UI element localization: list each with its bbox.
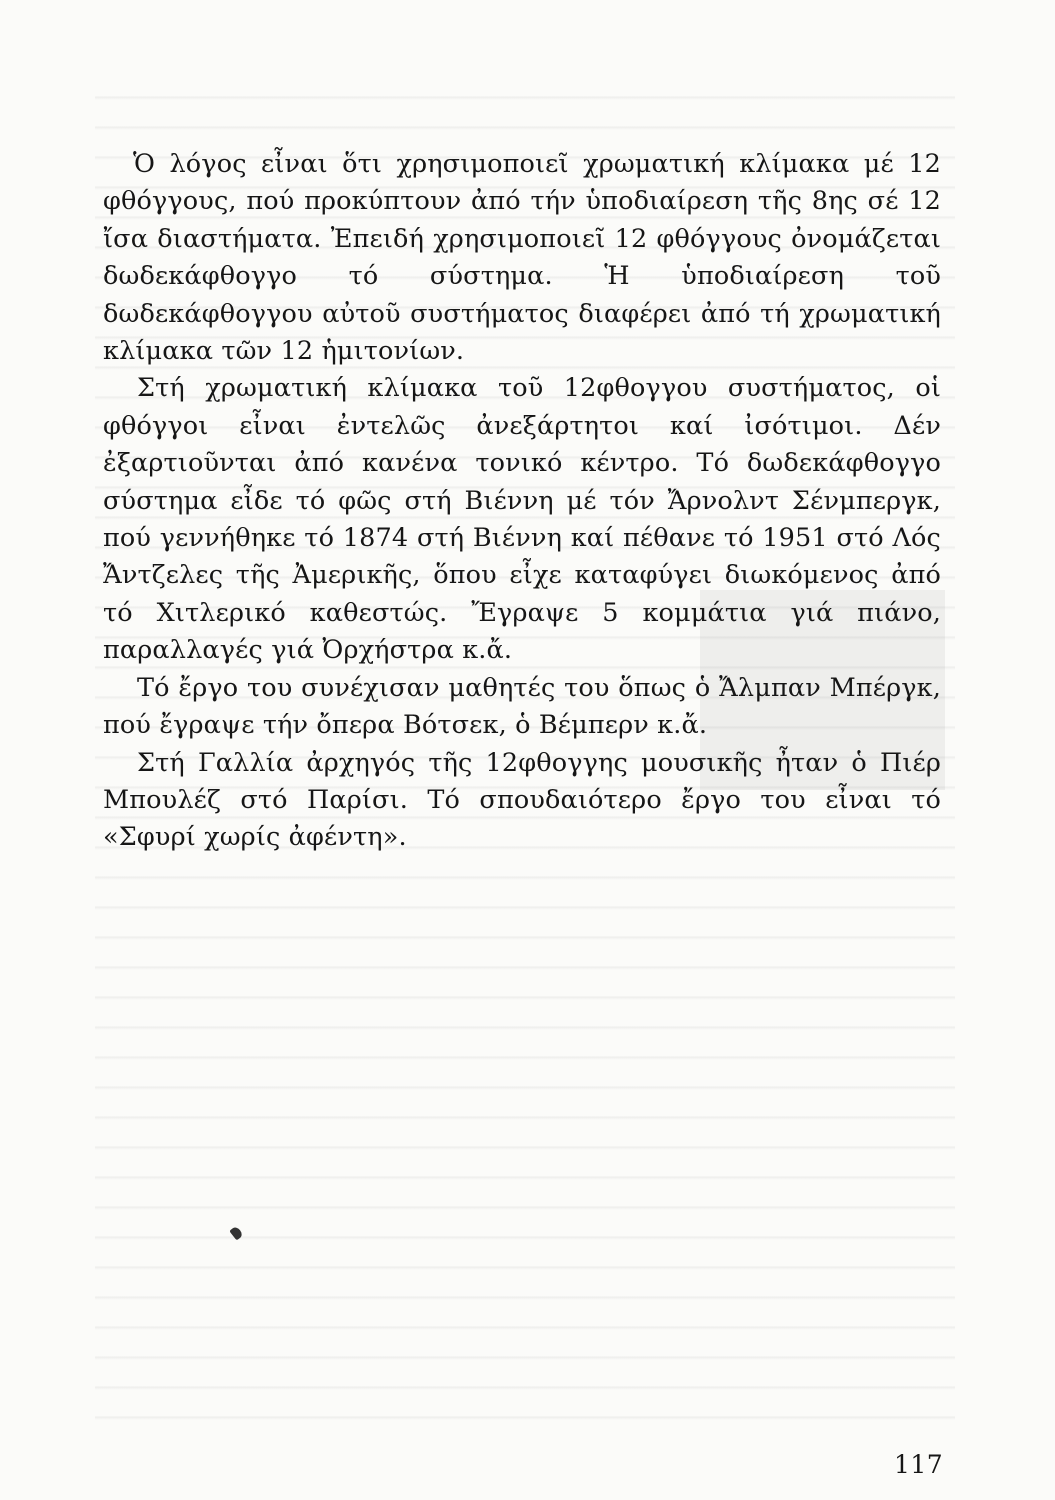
paragraph-1: Ὁ λόγος εἶναι ὅτι χρησιμοποιεῖ χρωματική κλίμακα μέ 12 φθόγγους, πού προκύπτουν ἀπό τήν ὑποδιαίρεση τῆς 8ης σέ 12 ἴσα διαστήματα. Ἐπειδή χρησιμοποιεῖ 12 φθόγγους ὀνομάζεται δωδεκάφθογγο τό σύστημα. Ἡ ὑποδιαίρεση τοῦ δωδεκάφθογγου αὐτοῦ συστήματος διαφέρει ἀπό τή χρωματική κλίμακα τῶν 12 ἡμιτονίων. (103, 149, 941, 367)
ink-speck (229, 1226, 243, 1241)
body-text (103, 146, 941, 857)
paragraph-4: Στή Γαλλία ἀρχηγός τῆς 12φθογγης μουσικῆς ἦταν ὁ Πιέρ Μπουλέζ στό Παρίσι. Τό σπουδαιότερο ἔργο του εἶναι τό «Σφυρί χωρίς ἀφέντη». (103, 747, 941, 853)
page-number: 117 (894, 1450, 944, 1479)
paragraph-3: Τό ἔργο του συνέχισαν μαθητές του ὅπως ὁ Ἄλμπαν Μπέργκ, πού ἔγραψε τήν ὄπερα Βότσεκ, ὁ Βέμπερν κ.ἄ. (103, 672, 941, 741)
paragraph-2: Στή χρωματική κλίμακα τοῦ 12φθογγου συστήματος, οἱ φθόγγοι εἶναι ἐντελῶς ἀνεξάρτητοι καί ἰσότιμοι. Δέν ἐξαρτιοῦνται ἀπό κανένα τονικό κέντρο. Τό δωδεκάφθογγο σύστημα εἶδε τό φῶς στή Βιέννη μέ τόν Ἄρνολντ Σένμπεργκ, πού γεννήθηκε τό 1874 στή Βιέννη καί πέθανε τό 1951 στό Λός Ἄντζελες τῆς Ἀμερικῆς, ὅπου εἶχε καταφύγει διωκόμενος ἀπό τό Χιτλερικό καθεστώς. Ἔγραψε 5 κομμάτια γιά πιάνο, παραλλαγές γιά Ὀρχήστρα κ.ἄ. (103, 373, 941, 666)
